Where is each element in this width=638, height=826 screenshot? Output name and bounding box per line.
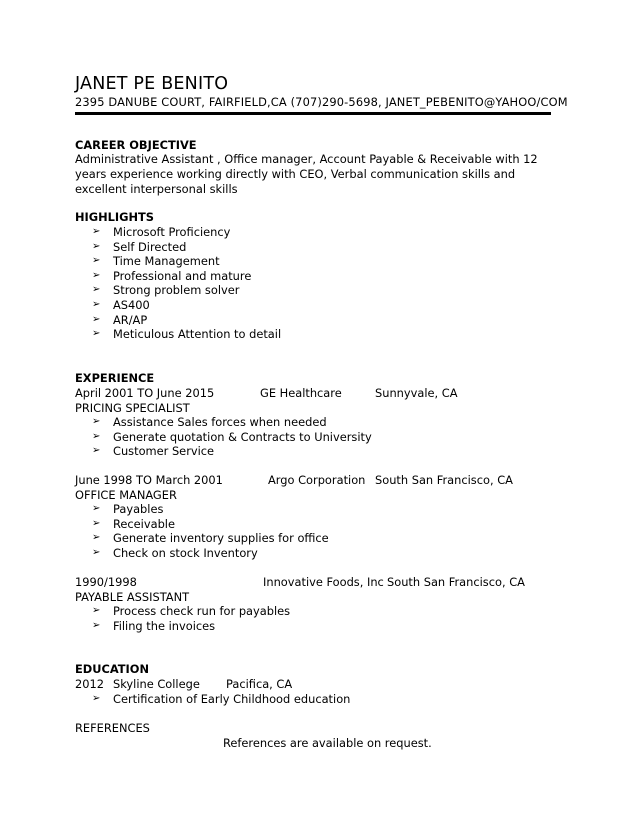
- highlights-heading: HIGHLIGHTS: [75, 210, 155, 224]
- objective-text: Administrative Assistant , Office manager, Account Payable & Receivable with 12 years experience working directly with CEO, Verbal communication skills and excellent interpersonal skills: [75, 152, 538, 196]
- job-company: GE Healthcare: [260, 386, 342, 400]
- arrowhead-bullet-icon: ➢: [92, 226, 101, 237]
- arrowhead-bullet-icon: ➢: [92, 445, 101, 457]
- job-location: South San Francisco, CA: [387, 575, 525, 589]
- arrowhead-bullet-icon: ➢: [92, 619, 101, 631]
- arrowhead-bullet-icon: ➢: [92, 546, 101, 558]
- job-dates: 1990/1998: [75, 575, 137, 589]
- references-text: References are available on request.: [223, 736, 432, 750]
- job-company: Innovative Foods, Inc: [263, 575, 384, 589]
- job-title: PRICING SPECIALIST: [75, 401, 190, 415]
- experience-heading: EXPERIENCE: [75, 371, 155, 385]
- arrowhead-bullet-icon: ➢: [92, 269, 101, 281]
- job-dates: June 1998 TO March 2001: [75, 473, 223, 487]
- job-company: Argo Corporation: [268, 473, 366, 487]
- arrowhead-bullet-icon: ➢: [92, 693, 101, 704]
- job-location: Sunnyvale, CA: [375, 386, 458, 400]
- objective-heading: CAREER OBJECTIVE: [75, 138, 197, 152]
- education-school: Skyline College: [113, 677, 200, 691]
- resume-page: JANET PE BENITO 2395 DANUBE COURT, FAIRFIELD,CA (707)290-5698, JANET_PEBENITO@YAHOO/COM CAREER OBJECTIVE Administrative Assistant , Office manager, Account Payable & Receivable with 12 years experience working directly with CEO, Verbal communication skills and excellent interpersonal skills HIGHLIGHTS ➢ Microsoft Proficiency ➢ Self Directed ➢ Time Management ➢ Professional and mature ➢ Strong problem solver ➢ AS400 ➢ AR/AP ➢ Meticulous Attention to detail EXPERIENCE April 2001 TO June 2015 GE Healthcare Sunnyvale, CA PRICING SPECIALIST ➢ Assistance Sales forces when needed ➢ Generate quotation & Contracts to University ➢ Customer Service June 1998 TO March 2001 Argo Corporation South San Francisco, CA OFFICE MANAGER ➢ Payables ➢ Receivable ➢ Generate inventory supplies for office ➢ Check on stock Inventory 1990/1998 Innovative Foods, Inc South San Francisco, CA PAYABLE ASSISTANT ➢ Process check run for payables ➢ Filing the invoices EDUCATION 2012 Skyline College Pacifica, CA ➢ Certification of Early Childhood education REFERENCES References are available on request.: [75, 74, 568, 750]
- arrowhead-bullet-icon: ➢: [92, 605, 101, 616]
- education-heading: EDUCATION: [75, 662, 149, 676]
- job-location: South San Francisco, CA: [375, 473, 513, 487]
- arrowhead-bullet-icon: ➢: [92, 416, 101, 427]
- references-heading: REFERENCES: [75, 721, 150, 735]
- education-year: 2012: [75, 677, 104, 691]
- header-divider: [75, 112, 551, 115]
- education-location: Pacifica, CA: [226, 677, 293, 691]
- job-title: PAYABLE ASSISTANT: [75, 590, 190, 604]
- arrowhead-bullet-icon: ➢: [92, 313, 101, 325]
- arrowhead-bullet-icon: ➢: [92, 255, 101, 267]
- arrowhead-bullet-icon: ➢: [92, 532, 101, 544]
- arrowhead-bullet-icon: ➢: [92, 503, 101, 514]
- contact-line: 2395 DANUBE COURT, FAIRFIELD,CA (707)290-5698, JANET_PEBENITO@YAHOO/COM: [75, 95, 568, 109]
- arrowhead-bullet-icon: ➢: [92, 284, 101, 296]
- arrowhead-bullet-icon: ➢: [92, 240, 101, 252]
- arrowhead-bullet-icon: ➢: [92, 328, 101, 340]
- applicant-name: JANET PE BENITO: [75, 74, 229, 94]
- job-title: OFFICE MANAGER: [75, 488, 177, 502]
- arrowhead-bullet-icon: ➢: [92, 517, 101, 529]
- arrowhead-bullet-icon: ➢: [92, 298, 101, 310]
- arrowhead-bullet-icon: ➢: [92, 430, 101, 442]
- job-dates: April 2001 TO June 2015: [75, 386, 215, 400]
